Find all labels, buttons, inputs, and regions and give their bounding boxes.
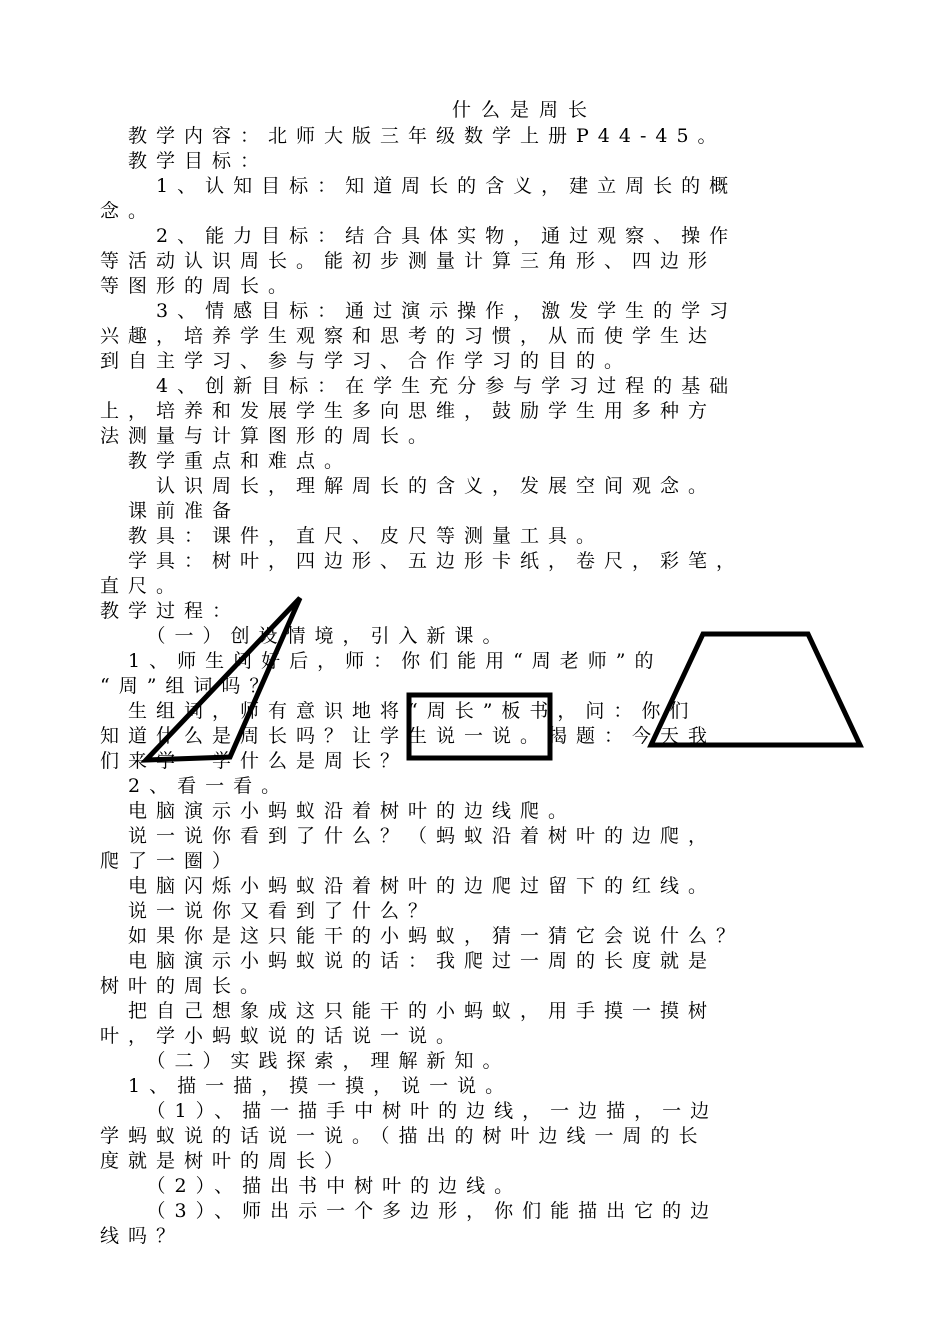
text-line: 教学目标： [100, 150, 269, 172]
text-line: 说一说你又看到了什么？ [100, 900, 437, 922]
text-line: 直尺。 [100, 575, 185, 597]
text-line: 2、能力目标：结合具体实物，通过观察、操作 [100, 225, 738, 247]
text-line: 上，培养和发展学生多向思维，鼓励学生用多种方 [100, 400, 717, 422]
document-title: 什么是周长 [452, 99, 598, 121]
text-line: 生组词，师有意识地将“周长”板书，问：你们 [100, 700, 698, 722]
text-line: 电脑演示小蚂蚁说的话：我爬过一周的长度就是 [100, 950, 717, 972]
text-line: 1、认知目标：知道周长的含义，建立周长的概 [100, 175, 738, 197]
text-line: 电脑演示小蚂蚁沿着树叶的边线爬。 [100, 800, 577, 822]
text-line: 们来学一学什么是周长？ [100, 750, 409, 772]
text-line: 等活动认识周长。能初步测量计算三角形、四边形 [100, 250, 717, 272]
text-line: 学蚂蚁说的话说一说。（描出的树叶边线一周的长 [100, 1125, 707, 1147]
text-line: 课前准备 [100, 500, 241, 522]
triangle-shape [146, 598, 300, 760]
text-line: 1、描一描，摸一摸，说一说。 [100, 1075, 514, 1097]
text-line: 2、看一看。 [100, 775, 290, 797]
text-line: 爬了一圈） [100, 850, 241, 872]
text-line: 教学重点和难点。 [100, 450, 353, 472]
text-line: 线吗？ [100, 1225, 185, 1247]
text-line: 1、师生问好后，师：你们能用“周老师”的 [100, 650, 663, 672]
text-line: 叶，学小蚂蚁说的话说一说。 [100, 1025, 465, 1047]
text-line: 知道什么是周长吗？让学生说一说。揭题：今天我 [100, 725, 717, 747]
rectangle-shape [409, 695, 550, 758]
text-line: 到自主学习、参与学习、合作学习的目的。 [100, 350, 633, 372]
text-line: （一）创设情境，引入新课。 [100, 625, 511, 647]
text-line: 如果你是这只能干的小蚂蚁，猜一猜它会说什么？ [100, 925, 745, 947]
text-line: 等图形的周长。 [100, 275, 297, 297]
text-line: （1）、描一描手中树叶的边线，一边描，一边 [100, 1100, 719, 1122]
trapezoid-shape [651, 634, 860, 745]
text-line: 3、情感目标：通过演示操作，激发学生的学习 [100, 300, 738, 322]
text-line: （二）实践探索，理解新知。 [100, 1050, 511, 1072]
text-line: 教学过程： [100, 600, 241, 622]
text-line: 教具：课件，直尺、皮尺等测量工具。 [100, 525, 605, 547]
text-line: 兴趣，培养学生观察和思考的习惯，从而使学生达 [100, 325, 717, 347]
text-line: 认识周长，理解周长的含义，发展空间观念。 [100, 475, 717, 497]
text-line: 教学内容：北师大版三年级数学上册P44-45。 [100, 125, 726, 147]
text-line: 树叶的周长。 [100, 975, 269, 997]
text-line: 电脑闪烁小蚂蚁沿着树叶的边爬过留下的红线。 [100, 875, 717, 897]
text-line: “周”组词吗？ [100, 675, 278, 697]
text-line: （2）、描出书中树叶的边线。 [100, 1175, 523, 1197]
text-line: 说一说你看到了什么？（蚂蚁沿着树叶的边爬， [100, 825, 717, 847]
text-line: 4、创新目标：在学生充分参与学习过程的基础 [100, 375, 738, 397]
text-line: 念。 [100, 200, 157, 222]
text-line: 把自己想象成这只能干的小蚂蚁，用手摸一摸树 [100, 1000, 717, 1022]
text-line: 法测量与计算图形的周长。 [100, 425, 437, 447]
text-line: 学具：树叶，四边形、五边形卡纸，卷尺，彩笔， [100, 550, 745, 572]
text-line: 度就是树叶的周长） [100, 1150, 353, 1172]
text-line: （3）、师出示一个多边形，你们能描出它的边 [100, 1200, 719, 1222]
